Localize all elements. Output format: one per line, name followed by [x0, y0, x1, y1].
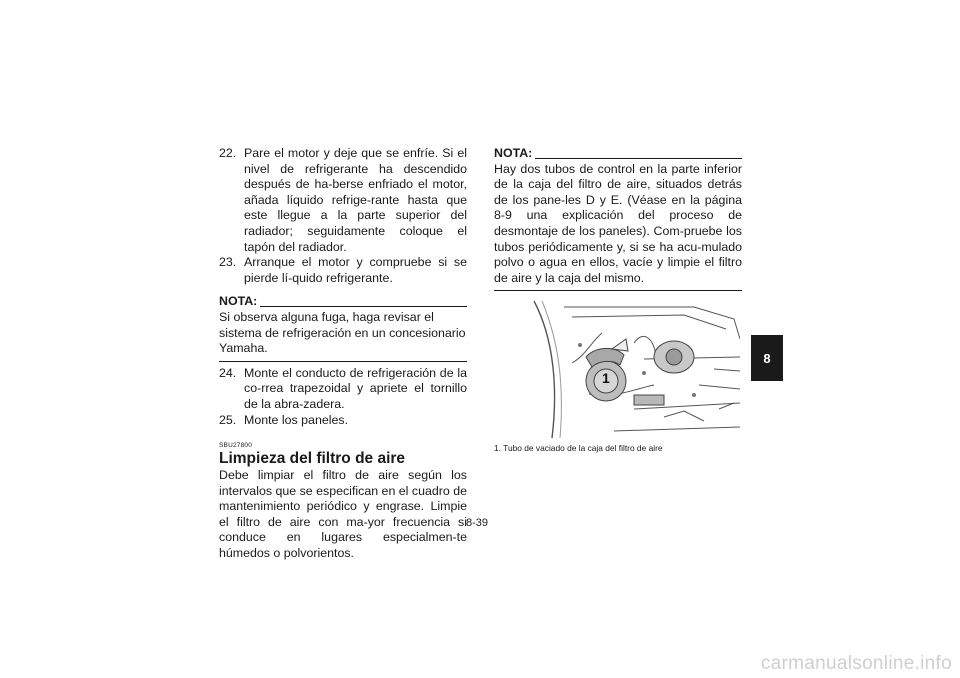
nota-rule: [260, 306, 467, 307]
figure-callout: 1: [602, 370, 610, 387]
nota-rule: [535, 158, 742, 159]
section-code: SBU27800: [219, 442, 253, 450]
watermark: carmanualsonline.info: [760, 653, 952, 674]
page-number: 8-39: [466, 517, 489, 529]
step-22: [219, 146, 467, 255]
nota-heading: [494, 146, 742, 162]
nota-text: Si observa alguna fuga, haga revisar el sistema de refrigeración en un concesionario Yamaha.: [219, 309, 466, 356]
nota-end-rule: [494, 290, 742, 291]
nota-end-rule: [219, 361, 467, 362]
step-text: Monte los paneles.: [244, 412, 349, 427]
step-number: 24.: [219, 365, 237, 380]
step-text: Pare el motor y deje que se enfríe. Si el nivel de refrigerante ha descendido después de ha-berse enfriado el motor, añada líquido refrige-rante hasta que este llegue a la parte superior del radiador; seguidamente coloque el tapón del radiador.: [244, 146, 467, 254]
chapter-tab: 8: [751, 335, 783, 381]
step-number: 22.: [219, 146, 237, 160]
right-column: [494, 146, 742, 454]
steps-list-a: [219, 146, 467, 286]
nota-box-left: [219, 294, 467, 361]
step-text: Arranque el motor y compruebe si se pierde lí-quido refrigerante.: [244, 255, 467, 285]
step-number: 23.: [219, 255, 237, 270]
step-25: [219, 413, 467, 429]
air-filter-photo: [494, 299, 740, 438]
figure-caption: 1. Tubo de vaciado de la caja del filtro de aire: [494, 443, 663, 454]
section-heading: Limpieza del filtro de aire: [219, 450, 406, 468]
nota-heading: [219, 294, 467, 310]
nota-text: Hay dos tubos de control en la parte inferior de la caja del filtro de aire, situados detrás de los pane-les D y E. (Véase en la página 8-9 una explicación del proceso de desmontaje de los paneles). Com-pruebe los tubos periódicamente y, si se ha acu-mulado polvo o agua en ellos, vacíe y limpie el filtro de aire y la caja del mismo.: [494, 161, 742, 285]
left-column: [219, 146, 467, 562]
step-text: Monte el conducto de refrigeración de la co-rrea trapezoidal y apriete el tornillo de la abra-zadera.: [244, 365, 467, 411]
nota-box-right: [494, 146, 742, 291]
steps-list-b: [219, 366, 467, 428]
step-24: [219, 366, 467, 413]
step-number: 25.: [219, 412, 237, 427]
step-23: [219, 255, 467, 286]
section-paragraph: Debe limpiar el filtro de aire según los intervalos que se especifican en el cuadro de mantenimiento periódico y engrase. Limpie el filtro de aire con ma-yor frecuencia si conduce en lugares especialmen-te húmedos o polvorientos.: [219, 468, 467, 561]
nota-label: NOTA:: [494, 146, 533, 160]
nota-label: NOTA:: [219, 294, 258, 309]
